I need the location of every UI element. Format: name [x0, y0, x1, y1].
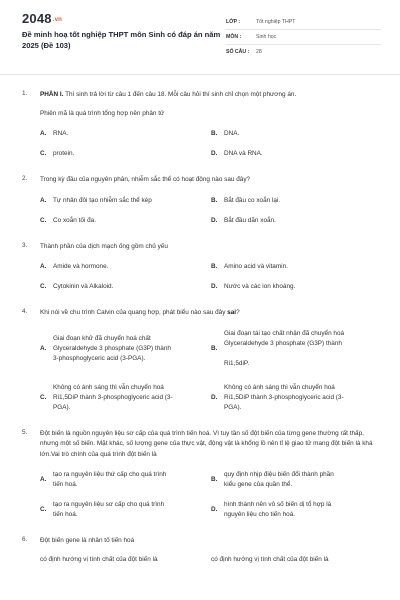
option-text: RNA. — [53, 130, 69, 137]
option-c[interactable] — [40, 282, 211, 292]
option-c[interactable] — [40, 149, 211, 159]
option-c[interactable] — [40, 383, 211, 413]
option-text: Giai đoạn tái tạo chất nhận đã chuyển hoá Glyceraldehyde 3 phosphate (G3P) thành Ri1,5diP. — [224, 329, 345, 367]
question-3 — [0, 242, 400, 293]
option-letter: D. — [211, 393, 218, 401]
option-text: Không có ánh sáng thì vẫn chuyển hoá Ri1,5DiP thành 3-phosphoglyceric acid (3- PGA). — [224, 383, 344, 411]
option-text: DNA. — [224, 130, 240, 137]
option-letter: B. — [211, 344, 218, 352]
question-number: 1. — [22, 90, 28, 97]
exam-meta — [226, 15, 381, 59]
option-c[interactable] — [40, 500, 211, 520]
meta-value: 28 — [256, 49, 262, 55]
question-2 — [0, 175, 400, 226]
instruction-text: Thí sinh trả lời từ câu 1 đến câu 18. Mỗi câu hỏi thí sinh chỉ chọn một phương án. — [63, 91, 297, 98]
option-b[interactable] — [211, 262, 382, 272]
option-text: Amino acid và vitamin. — [224, 263, 288, 270]
option-letter: C. — [40, 506, 47, 513]
option-letter: C. — [40, 150, 47, 157]
option-b[interactable] — [211, 555, 382, 565]
option-letter: A. — [40, 196, 47, 204]
logo-suffix: .vn — [52, 17, 63, 23]
exam-title: Đề minh hoạ tốt nghiệp THPT môn Sinh có đáp án năm 2025 (Đề 103) — [22, 30, 221, 50]
option-letter: D. — [211, 150, 218, 157]
option-text: quy định nhịp điệu biến đổi thành phần kiểu gene của quần thể. — [224, 471, 334, 488]
question-stem — [40, 308, 378, 319]
option-text: Amide và hormone. — [53, 263, 109, 270]
option-text: Tự nhân đôi tạo nhiễm sắc thể kép — [53, 196, 152, 204]
option-text: có định hướng vị tính chất của đột biến là — [40, 555, 158, 563]
option-a[interactable] — [40, 555, 211, 565]
option-a[interactable] — [40, 470, 211, 490]
stem-emphasis: sai — [227, 309, 237, 316]
option-text: có định hướng vị tính chất của đột biến là — [211, 555, 329, 563]
option-letter: D. — [211, 216, 218, 224]
option-text: Co xoắn tối đa. — [53, 216, 96, 224]
question-list — [0, 90, 400, 565]
option-text: Bắt đầu co xoắn lại. — [224, 196, 281, 204]
option-text: protein. — [53, 150, 75, 157]
part-label: PHẦN I. — [40, 91, 64, 98]
option-b[interactable] — [211, 196, 382, 206]
question-number: 6. — [22, 536, 28, 543]
option-letter: B. — [211, 196, 218, 204]
option-d[interactable] — [211, 383, 382, 413]
option-letter: C. — [40, 393, 47, 401]
meta-label: SỐ CÂU : — [226, 49, 250, 55]
option-a[interactable] — [40, 129, 211, 139]
question-5 — [0, 429, 400, 521]
option-a[interactable] — [40, 196, 211, 206]
option-letter: A. — [40, 130, 47, 137]
answer-options — [40, 262, 378, 292]
part-instruction — [40, 90, 378, 101]
option-text: tạo ra nguyên liệu sơ cấp cho quá trình tiến hoá. — [53, 501, 165, 518]
answer-options — [40, 555, 378, 565]
question-stem: Đột biến là nguồn nguyên liệu sơ cấp của quá trình tiến hoá. Vì tuy tần số đột biến của từng gene thường rất thấp, nhưng một số biến. Mặt khác, số lượng gene của thực vật, động vật là khổng lồ nên tỉ lệ giao tử mang đột biến là khá lớn.Vai trò chính của quá trình đột biến là — [40, 429, 373, 458]
question-number: 2. — [22, 175, 28, 182]
option-letter: C. — [40, 216, 47, 224]
meta-row-class — [226, 15, 381, 30]
meta-row-subject — [226, 30, 381, 45]
option-text: Cytokinin và Alkaloid. — [53, 283, 114, 290]
option-a[interactable] — [40, 262, 211, 272]
meta-value: Tốt nghiệp THPT — [256, 19, 296, 25]
question-number: 3. — [22, 241, 28, 249]
page-header — [0, 0, 400, 64]
stem-text: Khi nói về chu trình Calvin của quang hợp, phát biểu nào sau đây — [40, 309, 228, 316]
site-logo[interactable] — [22, 11, 62, 26]
question-number: 4. — [22, 308, 28, 315]
option-d[interactable] — [211, 282, 382, 292]
option-text: DNA và RNA. — [224, 150, 263, 157]
meta-row-count — [226, 45, 381, 59]
option-letter: B. — [211, 263, 218, 270]
header-divider — [0, 74, 400, 75]
option-letter: A. — [40, 476, 47, 483]
question-6 — [0, 536, 400, 565]
option-text: Giai đoạn khử đã chuyển hoá chất Glyceraldehyde 3 phosphate (G3P) thành 3-phosphoglyceric acid (3-PGA). — [53, 334, 171, 362]
option-letter: D. — [211, 506, 218, 513]
question-4 — [0, 308, 400, 413]
stem-end: ? — [236, 309, 240, 316]
option-c[interactable] — [40, 216, 211, 226]
question-1 — [0, 90, 400, 159]
meta-value: Sinh học — [256, 34, 277, 40]
question-stem: Phiên mã là quá trình tổng hợp nên phân tử — [40, 109, 165, 117]
option-b[interactable] — [211, 470, 382, 490]
option-a[interactable] — [40, 329, 211, 369]
answer-options — [40, 470, 378, 520]
option-text: tạo ra nguyên liệu thứ cấp cho quá trình tiến hoá. — [53, 471, 167, 488]
option-b[interactable] — [211, 129, 382, 139]
option-d[interactable] — [211, 216, 382, 226]
option-letter: A. — [40, 263, 47, 270]
option-letter: A. — [40, 344, 47, 352]
answer-options — [40, 196, 378, 226]
meta-label: MÔN : — [226, 34, 242, 40]
option-letter: D. — [211, 283, 218, 290]
option-d[interactable] — [211, 500, 382, 520]
logo-text: 2048 — [22, 11, 52, 26]
option-d[interactable] — [211, 149, 382, 159]
question-stem: Trong kỳ đầu của nguyên phân, nhiễm sắc thể có hoạt động nào sau đây? — [40, 176, 251, 183]
option-b[interactable] — [211, 329, 382, 369]
meta-label: LỚP : — [226, 19, 241, 25]
option-letter: C. — [40, 283, 47, 290]
option-letter: B. — [211, 130, 218, 137]
answer-options — [40, 129, 378, 159]
answer-options — [40, 329, 378, 413]
option-text: Không có ánh sáng thì vẫn chuyển hoá Ri1,5DiP thành 3-phosphoglyceric acid (3- PGA). — [53, 383, 173, 411]
option-letter: B. — [211, 476, 218, 483]
question-number: 5. — [22, 428, 28, 436]
option-text: hình thành nên vô số biến dị tổ hợp là nguyên liệu cho tiến hoá. — [224, 501, 332, 518]
option-text: Bắt đầu dãn xoắn. — [224, 216, 276, 224]
option-text: Nước và các ion khoáng. — [224, 283, 296, 290]
question-stem: Thành phần của dịch mạch ống gồm chủ yếu — [40, 242, 168, 250]
question-stem: Đột biến gene là nhân tố tiến hoá — [40, 537, 135, 544]
